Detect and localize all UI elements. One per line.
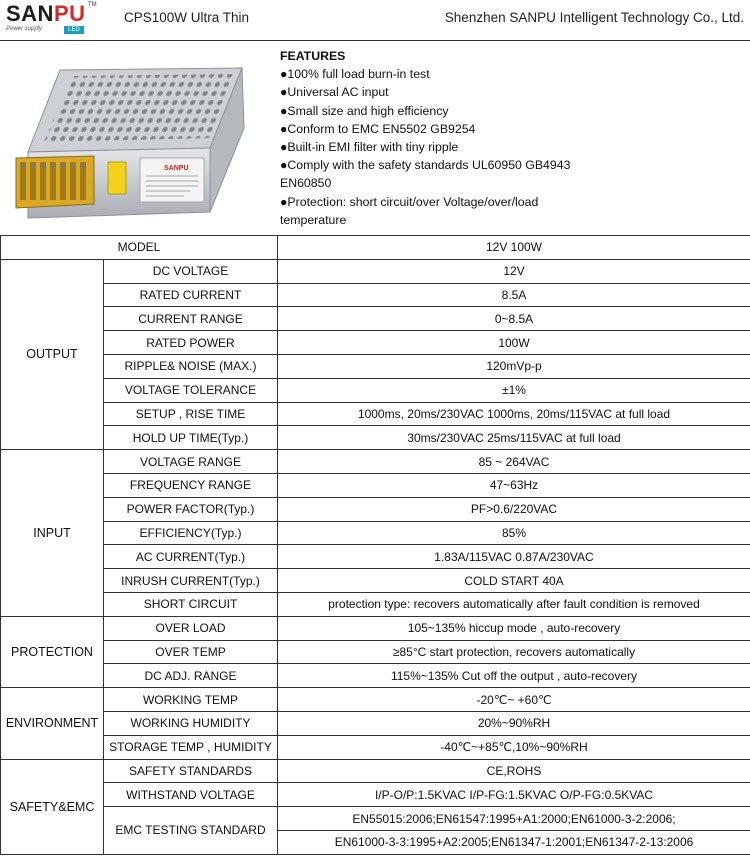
group-protection: PROTECTION bbox=[1, 616, 104, 687]
param-cell: SAFETY STANDARDS bbox=[104, 759, 278, 783]
param-cell: DC VOLTAGE bbox=[104, 259, 278, 283]
feature-item: ●100% full load burn-in test bbox=[280, 67, 430, 82]
feature-item: ●Small size and high efficiency bbox=[280, 103, 449, 118]
table-row bbox=[1, 521, 750, 545]
page-header bbox=[0, 0, 750, 40]
spec-table bbox=[0, 235, 750, 855]
table-row bbox=[1, 616, 750, 640]
feature-item: temperature bbox=[280, 212, 347, 227]
group-safety-emc: SAFETY&EMC bbox=[1, 759, 104, 854]
table-row bbox=[1, 283, 750, 307]
logo-badge: LED bbox=[64, 26, 84, 34]
param-cell: OVER TEMP bbox=[104, 640, 278, 664]
value-cell: 12V bbox=[278, 259, 750, 283]
feature-item: ●Conform to EMC EN5502 GB9254 bbox=[280, 121, 476, 136]
table-row bbox=[1, 807, 750, 831]
value-cell: ±1% bbox=[278, 378, 750, 402]
param-cell: WORKING HUMIDITY bbox=[104, 711, 278, 735]
table-row bbox=[1, 640, 750, 664]
table-row bbox=[1, 450, 750, 474]
value-cell: EN61000-3-3:1995+A2:2005;EN61347-1:2001;EN61347-2-13:2006 bbox=[278, 830, 750, 854]
value-cell: -40℃~+85℃,10%~90%RH bbox=[278, 735, 750, 759]
table-row bbox=[1, 569, 750, 593]
feature-item: ●Protection: short circuit/over Voltage/over/load bbox=[280, 194, 539, 209]
value-cell: 30ms/230VAC 25ms/115VAC at full load bbox=[278, 426, 750, 450]
header-divider bbox=[0, 40, 750, 41]
table-row bbox=[1, 545, 750, 569]
value-cell: 85 ~ 264VAC bbox=[278, 450, 750, 474]
param-cell: AC CURRENT(Typ.) bbox=[104, 545, 278, 569]
value-cell: 1.83A/115VAC 0.87A/230VAC bbox=[278, 545, 750, 569]
table-row bbox=[1, 783, 750, 807]
features-section bbox=[280, 47, 600, 229]
features-title: FEATURES bbox=[280, 49, 346, 63]
param-cell: EFFICIENCY(Typ.) bbox=[104, 521, 278, 545]
table-row bbox=[1, 402, 750, 426]
value-cell: 47~63Hz bbox=[278, 473, 750, 497]
value-cell: 105~135% hiccup mode , auto-recovery bbox=[278, 616, 750, 640]
table-row bbox=[1, 664, 750, 688]
table-row bbox=[1, 236, 750, 260]
feature-item: EN60850 bbox=[280, 176, 332, 191]
logo-main-text: SAN bbox=[6, 1, 54, 26]
table-row bbox=[1, 307, 750, 331]
param-cell: RIPPLE& NOISE (MAX.) bbox=[104, 354, 278, 378]
model-value: 12V 100W bbox=[278, 236, 750, 260]
value-cell: 100W bbox=[278, 331, 750, 355]
group-output: OUTPUT bbox=[1, 259, 104, 449]
param-cell: SETUP , RISE TIME bbox=[104, 402, 278, 426]
param-cell: EMC TESTING STANDARD bbox=[104, 807, 278, 855]
value-cell: 20%~90%RH bbox=[278, 711, 750, 735]
value-cell: I/P-O/P:1.5KVAC I/P-FG:1.5KVAC O/P-FG:0.5KVAC bbox=[278, 783, 750, 807]
value-cell: EN55015:2006;EN61547:1995+A1:2000;EN61000-3-2:2006; bbox=[278, 807, 750, 831]
table-row bbox=[1, 592, 750, 616]
param-cell: RATED CURRENT bbox=[104, 283, 278, 307]
value-cell: -20℃~ +60℃ bbox=[278, 688, 750, 712]
feature-item: ●Built-in EMI filter with tiny ripple bbox=[280, 140, 459, 155]
value-cell: protection type: recovers automatically after fault condition is removed bbox=[278, 592, 750, 616]
group-environment: ENVIRONMENT bbox=[1, 688, 104, 759]
feature-item: ●Universal AC input bbox=[280, 85, 389, 100]
param-cell: VOLTAGE RANGE bbox=[104, 450, 278, 474]
param-cell: RATED POWER bbox=[104, 331, 278, 355]
value-cell: PF>0.6/220VAC bbox=[278, 497, 750, 521]
param-cell: FREQUENCY RANGE bbox=[104, 473, 278, 497]
power-supply-photo bbox=[14, 62, 246, 224]
table-row bbox=[1, 473, 750, 497]
param-cell: CURRENT RANGE bbox=[104, 307, 278, 331]
logo-accent-text: PU bbox=[53, 1, 86, 26]
table-row bbox=[1, 497, 750, 521]
product-name: CPS100W Ultra Thin bbox=[124, 10, 250, 25]
param-cell: INRUSH CURRENT(Typ.) bbox=[104, 569, 278, 593]
value-cell: 0~8.5A bbox=[278, 307, 750, 331]
param-cell: VOLTAGE TOLERANCE bbox=[104, 378, 278, 402]
group-input: INPUT bbox=[1, 450, 104, 617]
logo-tagline: Power supply bbox=[6, 26, 43, 32]
value-cell: 85% bbox=[278, 521, 750, 545]
feature-item: ●Comply with the safety standards UL60950 GB4943 bbox=[280, 158, 571, 173]
value-cell: 8.5A bbox=[278, 283, 750, 307]
param-cell: DC ADJ. RANGE bbox=[104, 664, 278, 688]
table-row bbox=[1, 259, 750, 283]
param-cell: SHORT CIRCUIT bbox=[104, 592, 278, 616]
svg-text:SANPU: SANPU bbox=[164, 165, 189, 172]
param-cell: WITHSTAND VOLTAGE bbox=[104, 783, 278, 807]
value-cell: 1000ms, 20ms/230VAC 1000ms, 20ms/115VAC at full load bbox=[278, 402, 750, 426]
value-cell: ≥85°C start protection, recovers automatically bbox=[278, 640, 750, 664]
value-cell: COLD START 40A bbox=[278, 569, 750, 593]
param-cell: POWER FACTOR(Typ.) bbox=[104, 497, 278, 521]
table-row bbox=[1, 426, 750, 450]
param-cell: WORKING TEMP bbox=[104, 688, 278, 712]
model-label: MODEL bbox=[1, 236, 278, 260]
table-row bbox=[1, 378, 750, 402]
table-row bbox=[1, 711, 750, 735]
sanpu-logo bbox=[6, 2, 98, 36]
table-row bbox=[1, 688, 750, 712]
table-row bbox=[1, 331, 750, 355]
table-row bbox=[1, 354, 750, 378]
table-row bbox=[1, 759, 750, 783]
param-cell: OVER LOAD bbox=[104, 616, 278, 640]
value-cell: 120mVp-p bbox=[278, 354, 750, 378]
company-name: Shenzhen SANPU Intelligent Technology Co., Ltd. bbox=[444, 10, 744, 25]
param-cell: STORAGE TEMP , HUMIDITY bbox=[104, 735, 278, 759]
value-cell: 115%~135% Cut off the output , auto-recovery bbox=[278, 664, 750, 688]
value-cell: CE,ROHS bbox=[278, 759, 750, 783]
param-cell: HOLD UP TIME(Typ.) bbox=[104, 426, 278, 450]
logo-trademark: TM bbox=[88, 2, 97, 8]
table-row bbox=[1, 735, 750, 759]
